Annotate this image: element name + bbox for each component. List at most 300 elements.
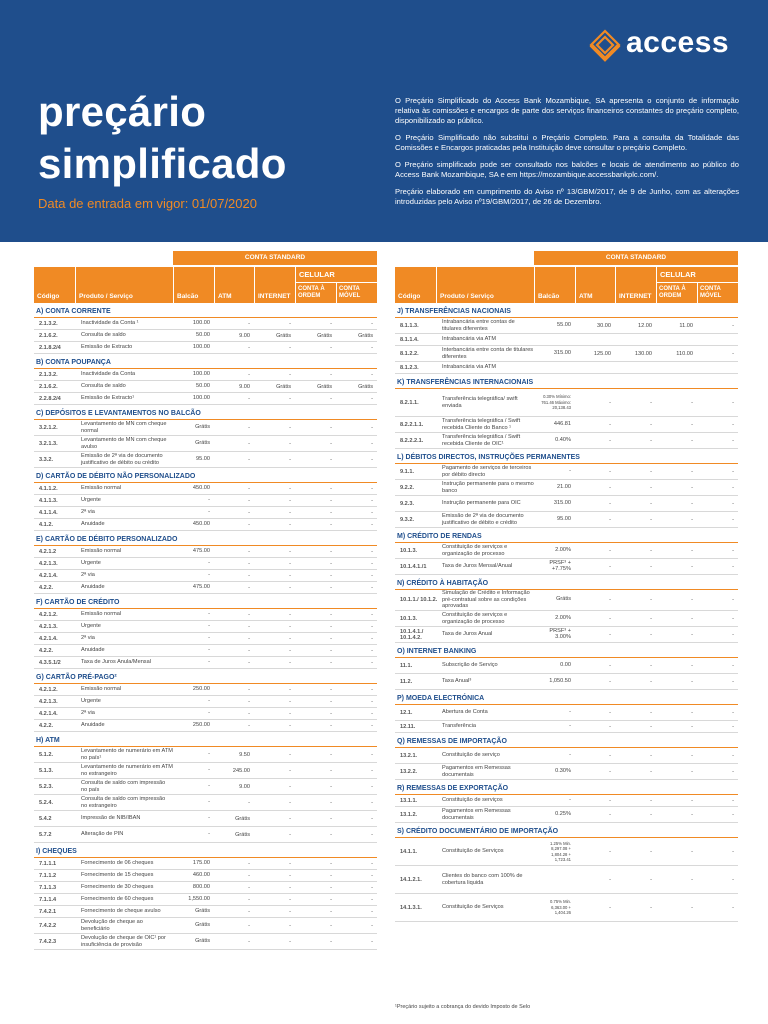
cell-product: Fornecimento de cheque avulso: [81, 908, 161, 915]
cell-conta-ordem: -: [330, 860, 332, 867]
cell-balcao: -: [208, 571, 210, 578]
cell-product: Consulta de saldo com impressão no estrangeiro: [81, 796, 166, 809]
cell-code: 3.2.1.3.: [39, 440, 58, 447]
intro-paragraph: O Preçário Simplificado não substitui o Preçário Completo. Para a consulta da Totalidade das Comissões e Encargos praticadas pela Instituição deve consultar o preçário Completo.: [395, 133, 739, 152]
table-row: [395, 346, 738, 362]
cell-code: 4.2.1.4.: [39, 635, 58, 642]
table-row: [34, 720, 377, 732]
cell-internet: -: [650, 662, 652, 669]
cell-product: Anuidade: [81, 722, 105, 729]
cell-conta-ordem: -: [330, 509, 332, 516]
cell-conta-movel: -: [371, 860, 373, 867]
cell-internet: -: [289, 722, 291, 729]
cell-atm: -: [609, 563, 611, 570]
header-internet-label: INTERNET: [258, 293, 291, 300]
table-row: [34, 570, 377, 582]
cell-internet: -: [289, 698, 291, 705]
header-conta-ordem: CONTA À ORDEM: [657, 283, 697, 303]
cell-balcao: 95.00: [557, 515, 571, 522]
cell-atm: -: [248, 710, 250, 717]
cell-conta-movel: -: [371, 783, 373, 790]
cell-conta-ordem: -: [330, 521, 332, 528]
cell-atm: -: [248, 698, 250, 705]
cell-balcao: 1,050.50: [549, 677, 571, 684]
cell-internet: 130.00: [634, 350, 652, 357]
table-row: [34, 558, 377, 570]
cell-conta-movel: -: [371, 521, 373, 528]
cell-product: Emissão de Extracto: [81, 344, 133, 351]
cell-conta-movel: -: [371, 831, 373, 838]
cell-code: 7.1.1.3: [39, 884, 57, 891]
page-title-line1: preçário: [38, 88, 207, 135]
table-row: [395, 543, 738, 559]
section-title: B) CONTA POUPANÇA: [34, 356, 377, 369]
cell-code: 4.1.1.4.: [39, 509, 58, 516]
cell-internet: -: [289, 424, 291, 431]
cell-conta-movel: -: [732, 631, 734, 638]
cell-conta-ordem: -: [691, 723, 693, 730]
cell-atm: 30.00: [597, 322, 611, 329]
cell-code: 8.1.2.3.: [400, 364, 419, 371]
cell-conta-ordem: [657, 334, 693, 345]
table-row: [34, 609, 377, 621]
cell-balcao: 475.00: [192, 547, 210, 554]
cell-code: 3.3.2.: [39, 456, 53, 463]
cell-conta-movel: [698, 362, 734, 373]
cell-code: 8.2.2.1.1.: [400, 421, 424, 428]
cell-atm: -: [609, 723, 611, 730]
header-balcao-label: Balcão: [538, 293, 560, 300]
cell-product: Pagamento de serviços de terceiros por débito directo: [442, 465, 532, 478]
cell-internet: -: [289, 751, 291, 758]
cell-code: 2.2.8.2/4: [39, 395, 61, 402]
cell-conta-ordem: -: [330, 922, 332, 929]
table-row: [34, 870, 377, 882]
table-row: [34, 708, 377, 720]
cell-product: Taxa de Juros Mensal/Anual: [442, 563, 513, 570]
cell-internet: -: [289, 320, 291, 327]
cell-conta-ordem: -: [330, 424, 332, 431]
cell-code: 4.2.1.3.: [39, 623, 58, 630]
cell-code: 4.3.5.1/2: [39, 659, 61, 666]
cell-conta-ordem: -: [691, 848, 693, 855]
cell-code: 7.1.1.4: [39, 896, 57, 903]
cell-conta-movel: -: [732, 615, 734, 622]
cell-atm: 9.00: [239, 783, 250, 790]
cell-code: 4.1.2.: [39, 521, 53, 528]
cell-internet: -: [650, 597, 652, 603]
cell-conta-ordem: -: [330, 698, 332, 705]
cell-product: Emissão de 2ª via de documento justificativo de débito ou crédito: [81, 453, 163, 466]
cell-atm: [576, 334, 611, 345]
header-produto: [437, 267, 534, 303]
cell-product: Levantamento de numerário em ATM no estrangeiro: [81, 764, 173, 777]
intro-text: [395, 96, 739, 214]
cell-balcao: -: [208, 709, 210, 716]
table-row: [395, 464, 738, 480]
cell-conta-ordem: -: [330, 497, 332, 504]
cell-conta-ordem: -: [691, 500, 693, 507]
section-title: H) ATM: [34, 734, 377, 747]
cell-conta-movel: -: [371, 647, 373, 654]
cell-conta-movel: -: [732, 678, 734, 685]
table-row: [34, 318, 377, 330]
cell-balcao: 100.00: [192, 394, 210, 401]
cell-code: 9.2.2.: [400, 484, 414, 491]
cell-conta-ordem: -: [691, 563, 693, 570]
cell-atm: -: [609, 709, 611, 716]
header-celular: [296, 267, 377, 303]
cell-atm: -: [248, 860, 250, 867]
cell-conta-movel: -: [371, 635, 373, 642]
cell-conta-movel: -: [732, 350, 734, 357]
cell-product: Constituição de serviço: [442, 752, 500, 759]
cell-product: Simulação de Crédito e Informação pré-contratual sobre as condições aprovadas: [442, 590, 530, 610]
cell-product: Taxa de Juros Anual: [442, 631, 493, 638]
cell-product: Urgente: [81, 623, 101, 630]
cell-atm: -: [248, 922, 250, 929]
cell-code: 13.1.1.: [400, 797, 418, 804]
cell-atm: -: [609, 500, 611, 507]
cell-balcao: -: [208, 610, 210, 617]
cell-product: Constituição de Serviços: [442, 904, 504, 911]
cell-conta-ordem: -: [330, 456, 332, 463]
cell-internet: -: [650, 399, 652, 406]
cell-internet: -: [289, 896, 291, 903]
cell-atm: -: [248, 344, 250, 351]
cell-balcao: 0.30% Mínimo: 761.46 Máximo: 20,138.43: [541, 394, 571, 411]
cell-code: 2.1.3.2.: [39, 371, 58, 378]
cell-internet: -: [289, 548, 291, 555]
cell-balcao: -: [208, 814, 210, 821]
section-title: R) REMESSAS DE EXPORTAÇÃO: [395, 782, 738, 795]
section-title: J) TRANSFERÊNCIAS NACIONAIS: [395, 305, 738, 318]
cell-code: 7.4.2.3: [39, 938, 57, 945]
header-internet: [616, 267, 656, 303]
cell-code: 13.2.1.: [400, 752, 418, 759]
table-row: [395, 764, 738, 780]
table-row: [34, 393, 377, 405]
cell-atm: -: [248, 395, 250, 402]
cell-atm: -: [248, 659, 250, 666]
table-row: [34, 696, 377, 708]
cell-internet: -: [289, 623, 291, 630]
cell-code: 4.2.2.: [39, 584, 53, 591]
cell-balcao: Grátis: [195, 937, 210, 944]
table-row: [34, 507, 377, 519]
cell-code: 4.2.1.2.: [39, 686, 58, 693]
cell-internet: -: [289, 560, 291, 567]
section-title: D) CARTÃO DE DÉBITO NÃO PERSONALIZADO: [34, 470, 377, 483]
cell-balcao: 100.00: [192, 370, 210, 377]
cell-balcao: 100.00: [192, 319, 210, 326]
cell-product: 2ª via: [81, 509, 95, 516]
cell-product: Consulta de saldo: [81, 383, 126, 390]
cell-internet: -: [650, 468, 652, 475]
cell-conta-movel: -: [371, 623, 373, 630]
cell-product: Fornecimento de 06 cheques: [81, 860, 154, 867]
cell-conta-ordem: -: [330, 938, 332, 945]
table-row: [34, 420, 377, 436]
cell-product: Abertura de Conta: [442, 709, 488, 716]
cell-conta-ordem: -: [691, 678, 693, 685]
cell-balcao: 446.81: [553, 420, 571, 427]
table-row: [395, 496, 738, 512]
cell-conta-ordem: -: [330, 722, 332, 729]
cell-product: Consulta de saldo com impressão no país: [81, 780, 166, 793]
cell-balcao: 50.00: [196, 331, 210, 338]
table-row: [34, 519, 377, 531]
cell-code: 13.2.2.: [400, 768, 418, 775]
cell-product: Anuidade: [81, 521, 105, 528]
cell-balcao: 0.75% Min. 6,363.00 + 1,404.26: [550, 899, 571, 916]
cell-atm: [576, 362, 611, 373]
cell-product: Fornecimento de 30 cheques: [81, 884, 154, 891]
table-row: [395, 417, 738, 433]
table-header: [395, 251, 738, 303]
cell-code: 11.2.: [400, 678, 413, 685]
cell-conta-movel: -: [371, 395, 373, 402]
cell-conta-movel: -: [371, 751, 373, 758]
cell-balcao: Grátis: [195, 907, 210, 914]
cell-balcao: PRSF³ + +7.75%: [549, 560, 571, 572]
cell-conta-movel: -: [371, 424, 373, 431]
cell-atm: 9.00: [239, 332, 250, 339]
section-title: C) DEPÓSITOS E LEVANTAMENTOS NO BALCÃO: [34, 407, 377, 420]
cell-balcao: -: [208, 622, 210, 629]
cell-product: Pagamentos em Remessas documentais: [442, 765, 511, 778]
cell-product: Transferência: [442, 723, 476, 730]
cell-atm: 9.50: [239, 751, 250, 758]
cell-conta-ordem: -: [691, 768, 693, 775]
header-celular-label: CELULAR: [296, 267, 377, 282]
table-row: [395, 748, 738, 764]
cell-atm: 9.00: [239, 383, 250, 390]
cell-atm: -: [609, 399, 611, 406]
cell-product: Transferência telegráfica / Swift recebida Cliente de OIC¹: [442, 434, 521, 447]
table-row: [34, 882, 377, 894]
cell-balcao: PRSF³ + 3.00%: [549, 628, 571, 640]
cell-atm: -: [609, 662, 611, 669]
cell-atm: Grátis: [235, 831, 250, 838]
cell-conta-ordem: -: [330, 872, 332, 879]
cell-conta-ordem: -: [330, 884, 332, 891]
table-row: [34, 436, 377, 452]
access-logo[interactable]: [588, 26, 748, 70]
cell-conta-ordem: -: [330, 485, 332, 492]
cell-internet: -: [289, 884, 291, 891]
cell-balcao: [535, 866, 571, 893]
table-row: [34, 369, 377, 381]
header-codigo: [395, 267, 436, 303]
cell-conta-movel: -: [371, 440, 373, 447]
cell-code: 7.1.1.1: [39, 860, 57, 867]
cell-conta-movel: -: [371, 548, 373, 555]
cell-conta-ordem: -: [330, 908, 332, 915]
cell-conta-movel: -: [732, 597, 734, 603]
cell-product: Intrabancária via ATM: [442, 336, 496, 343]
cell-product: Levantamento de MN com cheque normal: [81, 421, 167, 434]
cell-internet: -: [289, 831, 291, 838]
cell-conta-movel: -: [732, 723, 734, 730]
cell-internet: -: [289, 344, 291, 351]
cell-internet: -: [289, 686, 291, 693]
cell-internet: Grátis: [276, 332, 291, 339]
cell-product: Urgente: [81, 560, 101, 567]
table-row: [34, 906, 377, 918]
cell-atm: -: [248, 872, 250, 879]
cell-atm: -: [248, 908, 250, 915]
section-title: G) CARTÃO PRÉ-PAGO²: [34, 671, 377, 684]
cell-conta-ordem: -: [330, 799, 332, 806]
cell-code: 5.4.2: [39, 815, 52, 822]
table-row: [34, 918, 377, 934]
cell-code: 12.11.: [400, 723, 416, 730]
cell-product: Consulta de saldo: [81, 332, 126, 339]
cell-conta-movel: -: [371, 872, 373, 879]
table-row: [34, 645, 377, 657]
header-conta-movel: CONTA MÓVEL: [337, 283, 377, 303]
cell-atm: -: [609, 547, 611, 554]
cell-code: 8.2.2.2.1.: [400, 437, 424, 444]
table-row: [34, 747, 377, 763]
cell-code: 7.1.1.2: [39, 872, 57, 879]
cell-balcao: 2.00%: [555, 614, 571, 621]
cell-balcao: -: [208, 697, 210, 704]
cell-conta-ordem: -: [330, 710, 332, 717]
cell-atm: -: [609, 516, 611, 523]
cell-atm: -: [609, 797, 611, 804]
section-title: L) DÉBITOS DIRECTOS, INSTRUÇÕES PERMANENTES: [395, 451, 738, 464]
cell-code: 5.7.2: [39, 831, 52, 838]
cell-atm: -: [248, 938, 250, 945]
cell-atm: -: [609, 597, 611, 603]
cell-code: 13.1.2.: [400, 811, 418, 818]
cell-conta-ordem: -: [330, 584, 332, 591]
cell-balcao: -: [208, 496, 210, 503]
cell-code: 4.2.2.: [39, 722, 53, 729]
cell-atm: -: [609, 848, 611, 855]
header-conta-standard: CONTA STANDARD: [173, 251, 377, 265]
table-row: [395, 590, 738, 611]
cell-internet: -: [289, 922, 291, 929]
header-atm-label: ATM: [218, 293, 232, 300]
cell-product: Interbancária entre conta de titulares diferentes: [442, 347, 534, 360]
cell-balcao: 250.00: [192, 685, 210, 692]
cell-internet: -: [289, 908, 291, 915]
cell-balcao: -: [208, 798, 210, 805]
section-title: I) CHEQUES: [34, 845, 377, 858]
cell-conta-movel: -: [371, 922, 373, 929]
cell-internet: -: [289, 860, 291, 867]
cell-conta-ordem: -: [330, 395, 332, 402]
cell-conta-ordem: 110.00: [676, 350, 693, 357]
cell-conta-movel: -: [371, 938, 373, 945]
cell-internet: -: [650, 516, 652, 523]
cell-internet: -: [289, 440, 291, 447]
cell-conta-ordem: -: [330, 686, 332, 693]
cell-conta-ordem: -: [330, 572, 332, 579]
header-codigo-label: Código: [398, 293, 421, 300]
cell-code: 5.2.3.: [39, 783, 53, 790]
cell-atm: -: [248, 623, 250, 630]
cell-conta-movel: -: [732, 468, 734, 475]
table-row: [34, 546, 377, 558]
cell-code: 2.1.8.2/4: [39, 344, 61, 351]
header-conta-movel: CONTA MÓVEL: [698, 283, 738, 303]
cell-code: 4.2.2.: [39, 647, 53, 654]
cell-internet: [616, 334, 652, 345]
table-row: [395, 389, 738, 417]
cell-product: Inactividade da Conta: [81, 371, 136, 378]
cell-balcao: Grátis: [195, 423, 210, 430]
cell-internet: -: [289, 521, 291, 528]
header-atm: [576, 267, 615, 303]
table-row: [34, 811, 377, 827]
header-codigo-label: Código: [37, 293, 60, 300]
cell-balcao: [535, 334, 571, 345]
cell-balcao: [535, 362, 571, 373]
cell-atm: -: [248, 456, 250, 463]
cell-code: 8.1.1.3.: [400, 322, 419, 329]
cell-code: 8.2.1.1.: [400, 399, 419, 406]
table-row: [34, 381, 377, 393]
cell-conta-movel: -: [371, 485, 373, 492]
cell-internet: -: [650, 484, 652, 491]
section-title: F) CARTÃO DE CRÉDITO: [34, 596, 377, 609]
cell-atm: -: [248, 560, 250, 567]
cell-atm: -: [248, 440, 250, 447]
cell-product: Intrabancária via ATM: [442, 364, 496, 371]
cell-internet: -: [650, 678, 652, 685]
table-row: [395, 838, 738, 866]
cell-product: Clientes do banco com 100% de cobertura liquida: [442, 873, 523, 886]
header-produto-label: Produto / Serviço: [440, 293, 494, 300]
section-title: K) TRANSFERÊNCIAS INTERNACIONAIS: [395, 376, 738, 389]
cell-internet: -: [289, 456, 291, 463]
cell-product: Emissão normal: [81, 485, 122, 492]
right-table: [395, 251, 738, 922]
cell-conta-ordem: [657, 362, 693, 373]
cell-conta-ordem: -: [330, 767, 332, 774]
cell-internet: -: [650, 848, 652, 855]
cell-code: 14.1.3.1.: [400, 904, 422, 911]
cell-balcao: 2.00%: [555, 546, 571, 553]
header-columns: [34, 267, 377, 303]
cell-atm: -: [609, 904, 611, 911]
access-logo-icon: [588, 28, 622, 62]
cell-code: 10.1.3.: [400, 615, 418, 622]
table-row: [395, 866, 738, 894]
section-title: E) CARTÃO DE DÉBITO PERSONALIZADO: [34, 533, 377, 546]
cell-conta-movel: -: [371, 767, 373, 774]
cell-balcao: Grátis: [195, 921, 210, 928]
cell-conta-movel: -: [371, 896, 373, 903]
cell-product: Impressão de NIB/IBAN: [81, 815, 141, 822]
table-row: [34, 894, 377, 906]
cell-conta-ordem: -: [330, 815, 332, 822]
cell-internet: -: [289, 572, 291, 579]
cell-conta-ordem: -: [691, 709, 693, 716]
cell-code: 10.1.3.: [400, 547, 418, 554]
cell-conta-movel: -: [371, 509, 373, 516]
cell-code: 4.2.1.2.: [39, 611, 58, 618]
cell-code: 4.1.1.3.: [39, 497, 58, 504]
cell-atm: -: [609, 421, 611, 428]
cell-atm: -: [609, 752, 611, 759]
cell-code: 2.1.6.2.: [39, 332, 58, 339]
cell-atm: -: [248, 424, 250, 431]
